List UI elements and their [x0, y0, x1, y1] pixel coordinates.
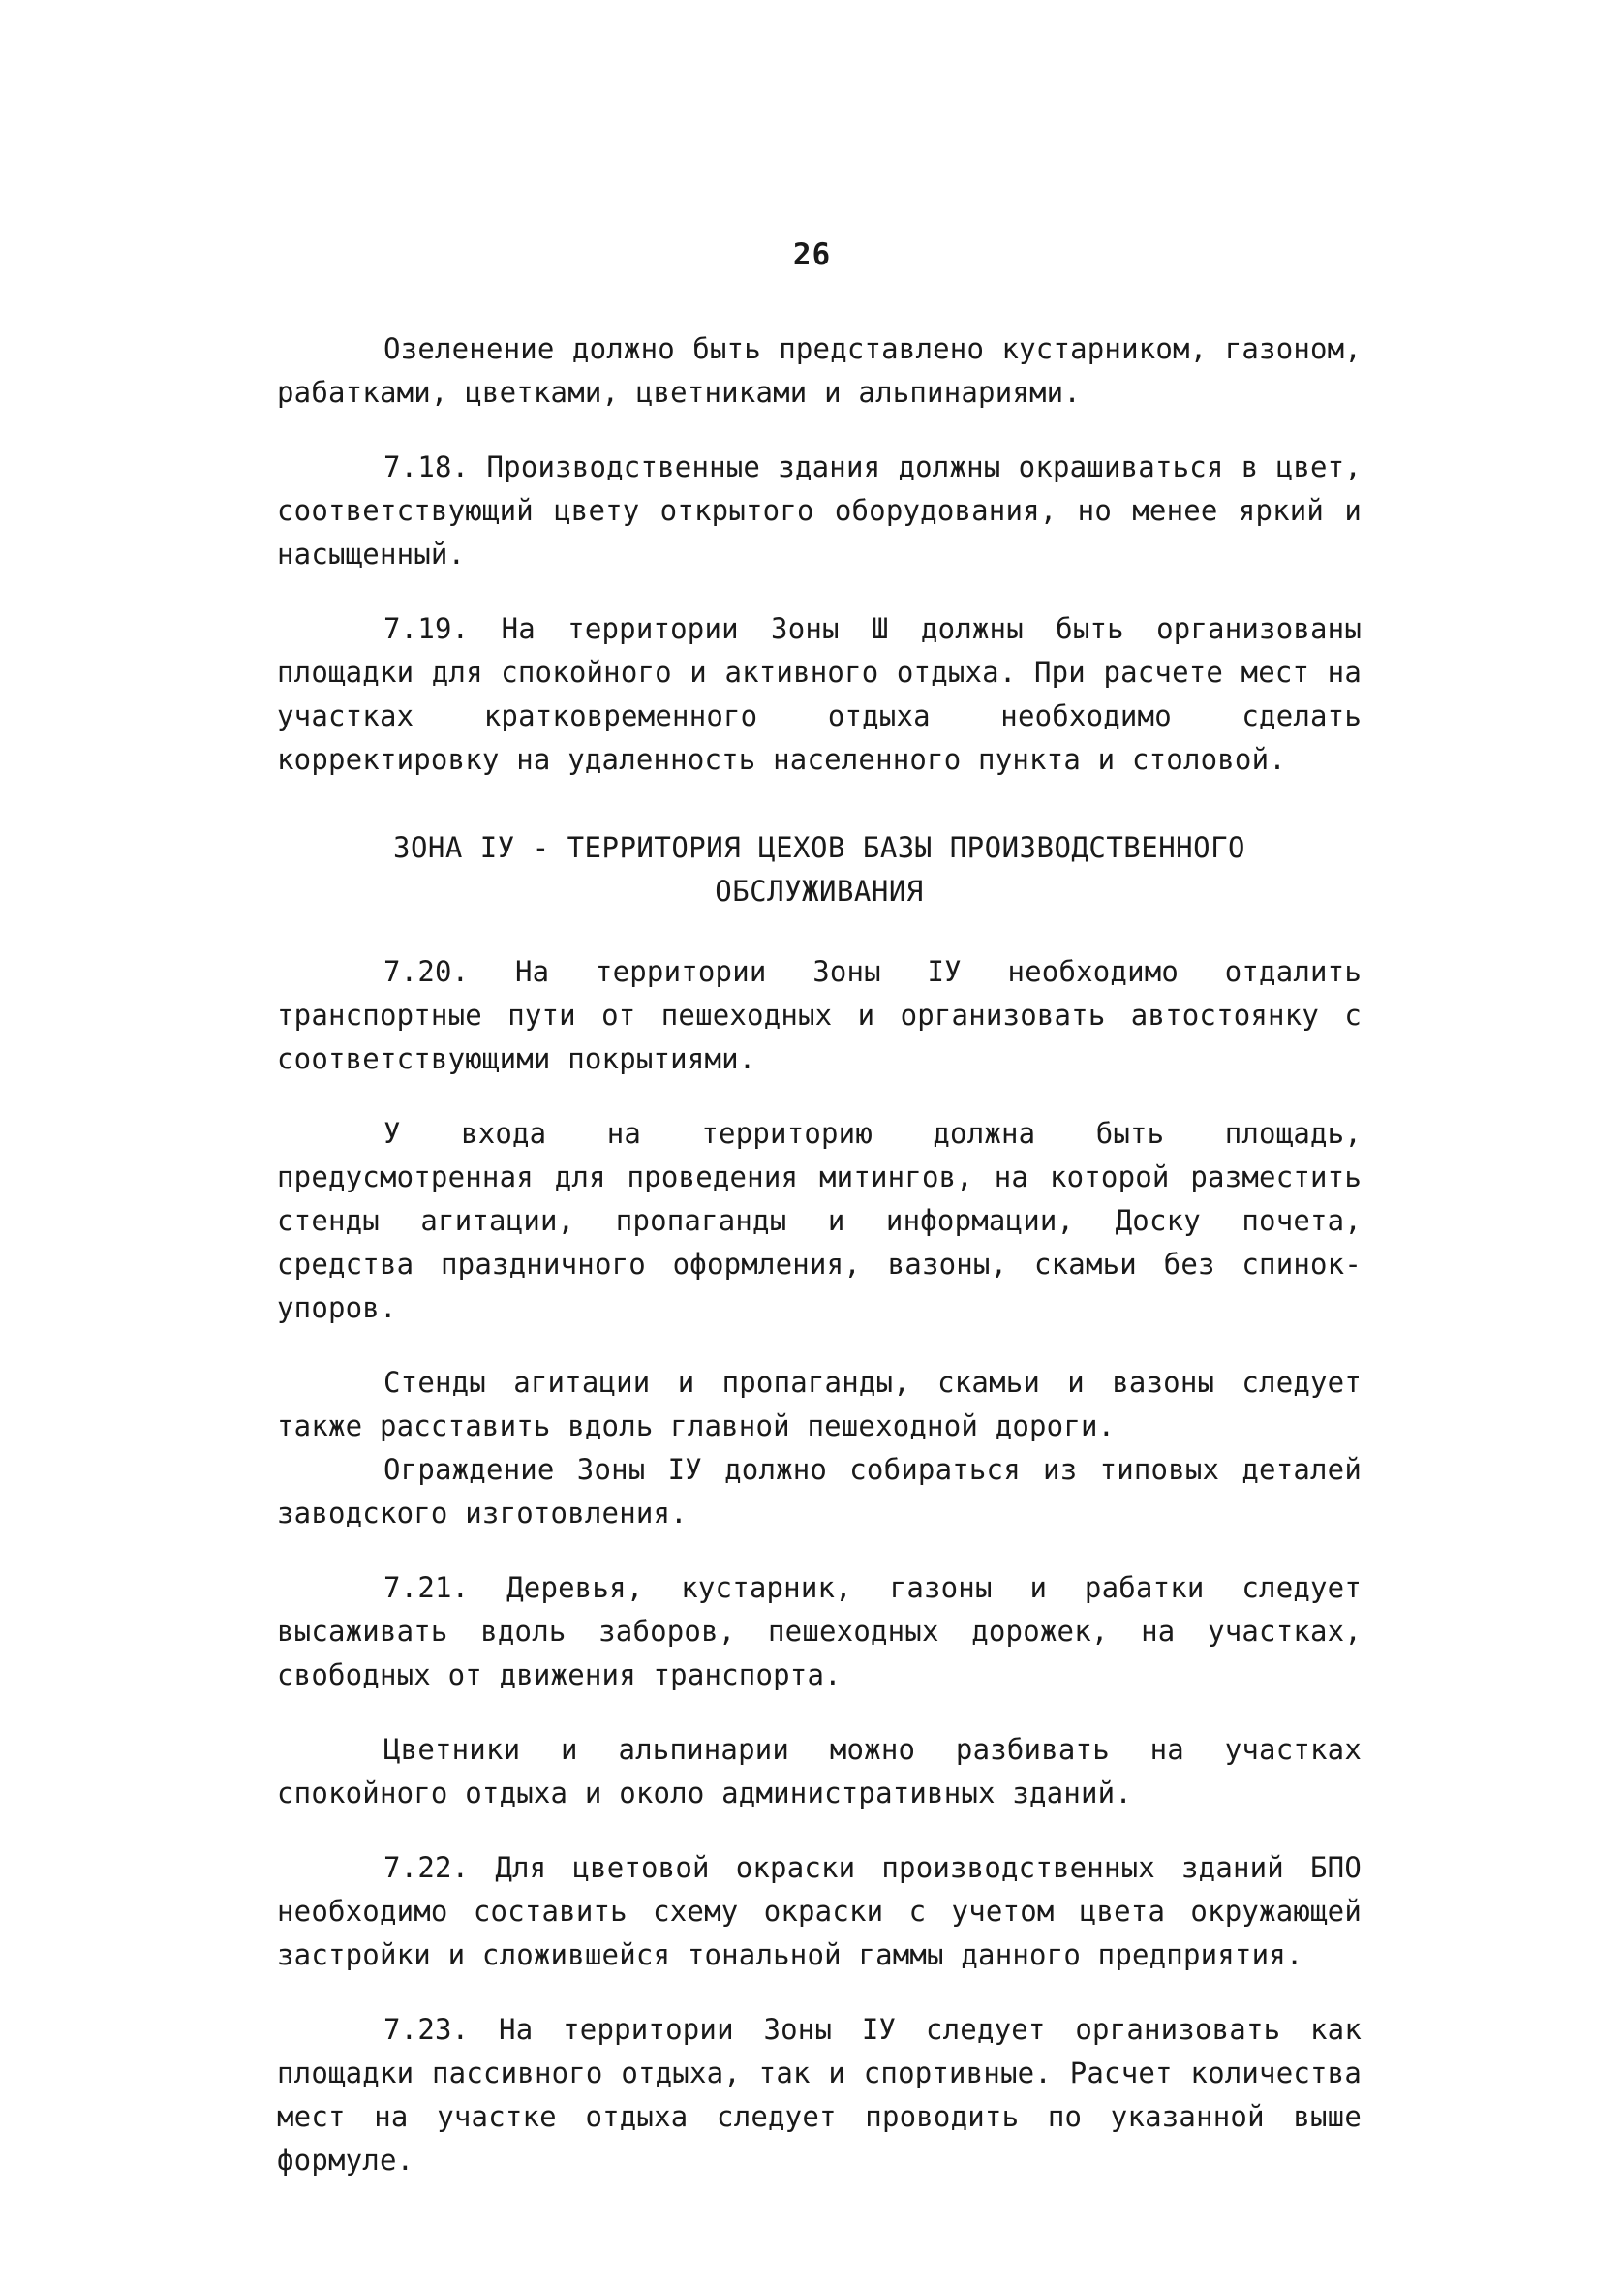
section-heading-line-1: ЗОНА IУ - ТЕРРИТОРИЯ ЦЕХОВ БАЗЫ ПРОИЗВОДСТВЕННОГО: [392, 831, 1245, 864]
paragraph-7-22: 7.22. Для цветовой окраски производственных зданий БПО необходимо составить схему окраски с учетом цвета окружающей застройки и сложившейся тональной гаммы данного предприятия.: [277, 1851, 1362, 1971]
paragraph-entrance-square: У входа на территорию должна быть площадь, предусмотренная для проведения митингов, на которой разместить стенды агитации, пропаганды и информации, Доску почета, средства праздничного оформления, вазоны, скамьи без спинок-упоров.: [277, 1117, 1362, 1324]
paragraph-flowerbeds: Цветники и альпинарии можно разбивать на участках спокойного отдыха и около административных зданий.: [277, 1733, 1362, 1810]
paragraph-7-23: 7.23. На территории Зоны IУ следует организовать как площадки пассивного отдыха, так и спортивные. Расчет количества мест на участке отдыха следует проводить по указанной выше формуле.: [277, 2013, 1362, 2177]
paragraph-fencing: Ограждение Зоны IУ должно собираться из типовых деталей заводского изготовления.: [277, 1453, 1362, 1530]
document-body: [277, 327, 1362, 2213]
paragraph-7-20: 7.20. На территории Зоны IУ необходимо отдалить транспортные пути от пешеходных и организовать автостоянку с соответствующими покрытиями.: [277, 955, 1362, 1075]
paragraph-greening: Озеленение должно быть представлено кустарником, газоном, рабатками, цветками, цветниками и альпинариями.: [277, 332, 1362, 409]
paragraph-stands: Стенды агитации и пропаганды, скамьи и вазоны следует также расставить вдоль главной пешеходной дороги.: [277, 1366, 1362, 1442]
paragraph-7-19: 7.19. На территории Зоны Ш должны быть организованы площадки для спокойного и активного отдыха. При расчете мест на участках кратковременного отдыха необходимо сделать корректировку на удаленность населенного пункта и столовой.: [277, 612, 1362, 776]
section-heading-line-2: ОБСЛУЖИВАНИЯ: [715, 875, 924, 908]
section-heading: [277, 826, 1362, 913]
paragraph-7-21: 7.21. Деревья, кустарник, газоны и рабатки следует высаживать вдоль заборов, пешеходных дорожек, на участках, свободных от движения транспорта.: [277, 1571, 1362, 1691]
page-number: 26: [792, 237, 832, 272]
paragraph-7-18: 7.18. Производственные здания должны окрашиваться в цвет, соответствующий цвету открытого оборудования, но менее яркий и насыщенный.: [277, 450, 1362, 571]
